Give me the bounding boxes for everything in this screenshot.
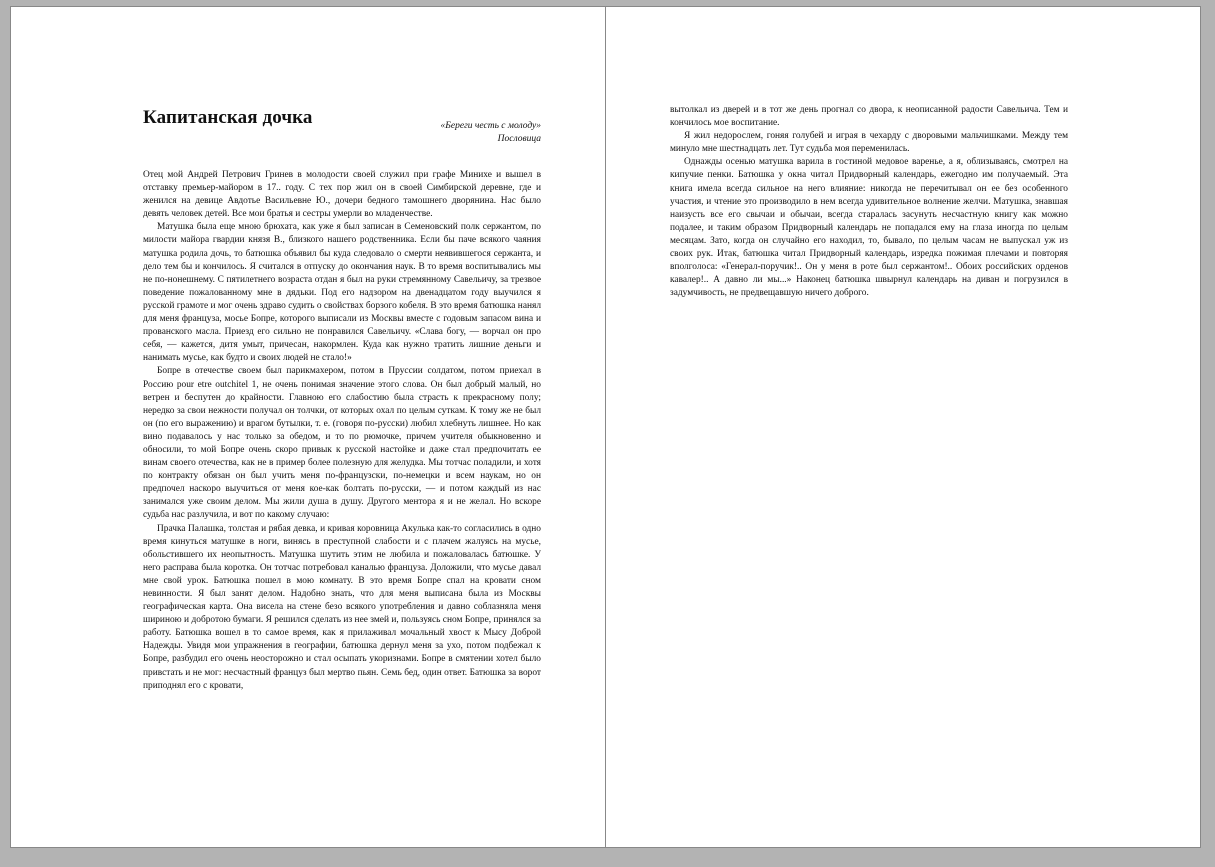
chapter-title: Капитанская дочка — [143, 107, 313, 128]
paragraph: Однажды осенью матушка варила в гостиной медовое варенье, а я, облизываясь, смотрел на кипучие пенки. Батюшка у окна читал Придворный календарь, ежегодно им получаемый. Эта книга имела всегда сильное на него влияние: никогда не перечитывал он ее без особенного участия, и чтение это производило в нем всегда удивительное волнение желчи. Матушка, знавшая наизусть все его свычаи и обычаи, всегда старалась засунуть несчастную книгу как можно подалее, и таким образом Придворный календарь не попадался ему на глаза иногда по целым месяцам. Зато, когда он случайно его находил, то, бывало, по целым часам не выпускал уж из своих рук. Итак, батюшка читал Придворный календарь, изредка пожимая плечами и повторяя вполголоса: «Генерал-поручик!.. Он у меня в роте был сержантом!.. Обоих российских орденов кавалер!.. А давно ли мы...» Наконец батюшка швырнул календарь на диван и погрузился в задумчивость, не предвещавшую ничего доброго. — [670, 157, 1068, 299]
left-page — [10, 6, 606, 848]
paragraph: Прачка Палашка, толстая и рябая девка, и кривая коровница Акулька как-то согласились в одно время кинуться матушке в ноги, винясь в преступной слабости и с плачем жалуясь на мусье, обольстившего их неопытность. Матушка шутить этим не любила и пожаловалась батюшке. У него расправа была коротка. Он тотчас потребовал каналью француза. Доложили, что мусье давал мне свой урок. Батюшка пошел в мою комнату. В это время Бопре спал на кровати сном невинности. Я был занят делом. Надобно знать, что для меня выписана была из Москвы географическая карта. Она висела на стене безо всякого употребления и давно соблазняла меня шириною и добротою бумаги. Я решился сделать из нее змей и, пользуясь сном Бопре, принялся за работу. Батюшка вошел в то самое время, как я прилаживал мочальный хвост к Мысу Доброй Надежды. Увидя мои упражнения в географии, батюшка дернул меня за ухо, потом подбежал к Бопре, разбудил его очень неосторожно и стал осыпать укоризнами. Бопре в смятении хотел было привстать и не мог: несчастный француз был мертво пьян. Семь бед, один ответ. Батюшка за ворот приподнял его с кровати, — [143, 523, 541, 691]
epigraph-quote: «Береги честь с молоду» — [440, 121, 541, 131]
paragraph: Отец мой Андрей Петрович Гринев в молодости своей служил при графе Минихе и вышел в отставку премьер-майором в 17.. году. С тех пор жил он в своей Симбирской деревне, где и женился на девице Авдотье Васильевне Ю., дочери бедного тамошнего дворянина. Нас было девять человек детей. Все мои братья и сестры умерли во младенчестве. — [143, 170, 541, 220]
left-page-body — [143, 107, 541, 693]
chapter-header — [143, 107, 541, 157]
paragraph: Матушка была еще мною брюхата, как уже я был записан в Семеновский полк сержантом, по милости майора гвардии князя В., близкого нашего родственника. Если бы паче всякого чаяния матушка родила дочь, то батюшка объявил бы куда следовало о смерти неявившегося сержанта, и дело тем бы и кончилось. Я считался в отпуску до окончания наук. В то время воспитывались мы не по-нонешнему. С пятилетнего возраста отдан я был на руки стремянному Савельичу, за трезвое поведение пожалованному мне в дядьки. Под его надзором на двенадцатом году выучился я русской грамоте и мог очень здраво судить о свойствах борзого кобеля. В это время батюшка нанял для меня француза, мосье Бопре, которого выписали из Москвы вместе с годовым запасом вина и прованского масла. Приезд его сильно не понравился Савельичу. «Слава богу, — ворчал он про себя, — кажется, дитя умыт, причесан, накормлен. Куда как нужно тратить лишние деньги и нанимать мусье, как будто и своих людей не стало!» — [143, 222, 541, 364]
epigraph-source: Пословица — [497, 133, 541, 144]
epigraph — [441, 120, 541, 145]
right-page — [605, 6, 1201, 848]
paragraph: Я жил недорослем, гоняя голубей и играя в чехарду с дворовыми мальчишками. Между тем минуло мне шестнадцать лет. Тут судьба моя переменилась. — [670, 131, 1068, 155]
paragraph: Бопре в отечестве своем был парикмахером, потом в Пруссии солдатом, потом приехал в Россию pour etre outchitel 1, не очень понимая значение этого слова. Он был добрый малый, но ветрен и беспутен до крайности. Главною его слабостию была страсть к прекрасному полу; нередко за свои нежности получал он толчки, от которых охал по целым суткам. К тому же не был он (по его выражению) и врагом бутылки, т. е. (говоря по-русски) любил хлебнуть лишнее. Но как вино подавалось у нас только за обедом, и то по рюмочке, причем учителя обыкновенно и обносили, то мой Бопре очень скоро привык к русской настойке и даже стал предпочитать ее винам своего отечества, как не в пример более полезную для желудка. Мы тотчас поладили, и хотя по контракту обязан он был учить меня по-французски, по-немецки и всем наукам, но он предпочел наскоро выучиться от меня кое-как болтать по-русски, — и потом каждый из нас занимался уже своим делом. Мы жили душа в душу. Другого ментора я и не желал. Но вскоре судьба нас разлучила, и вот по какому случаю: — [143, 366, 541, 521]
paragraph: вытолкал из дверей и в тот же день прогнал со двора, к неописанной радости Савельича. Тем и кончилось мое воспитание. — [670, 105, 1068, 129]
right-page-body — [670, 104, 1068, 300]
